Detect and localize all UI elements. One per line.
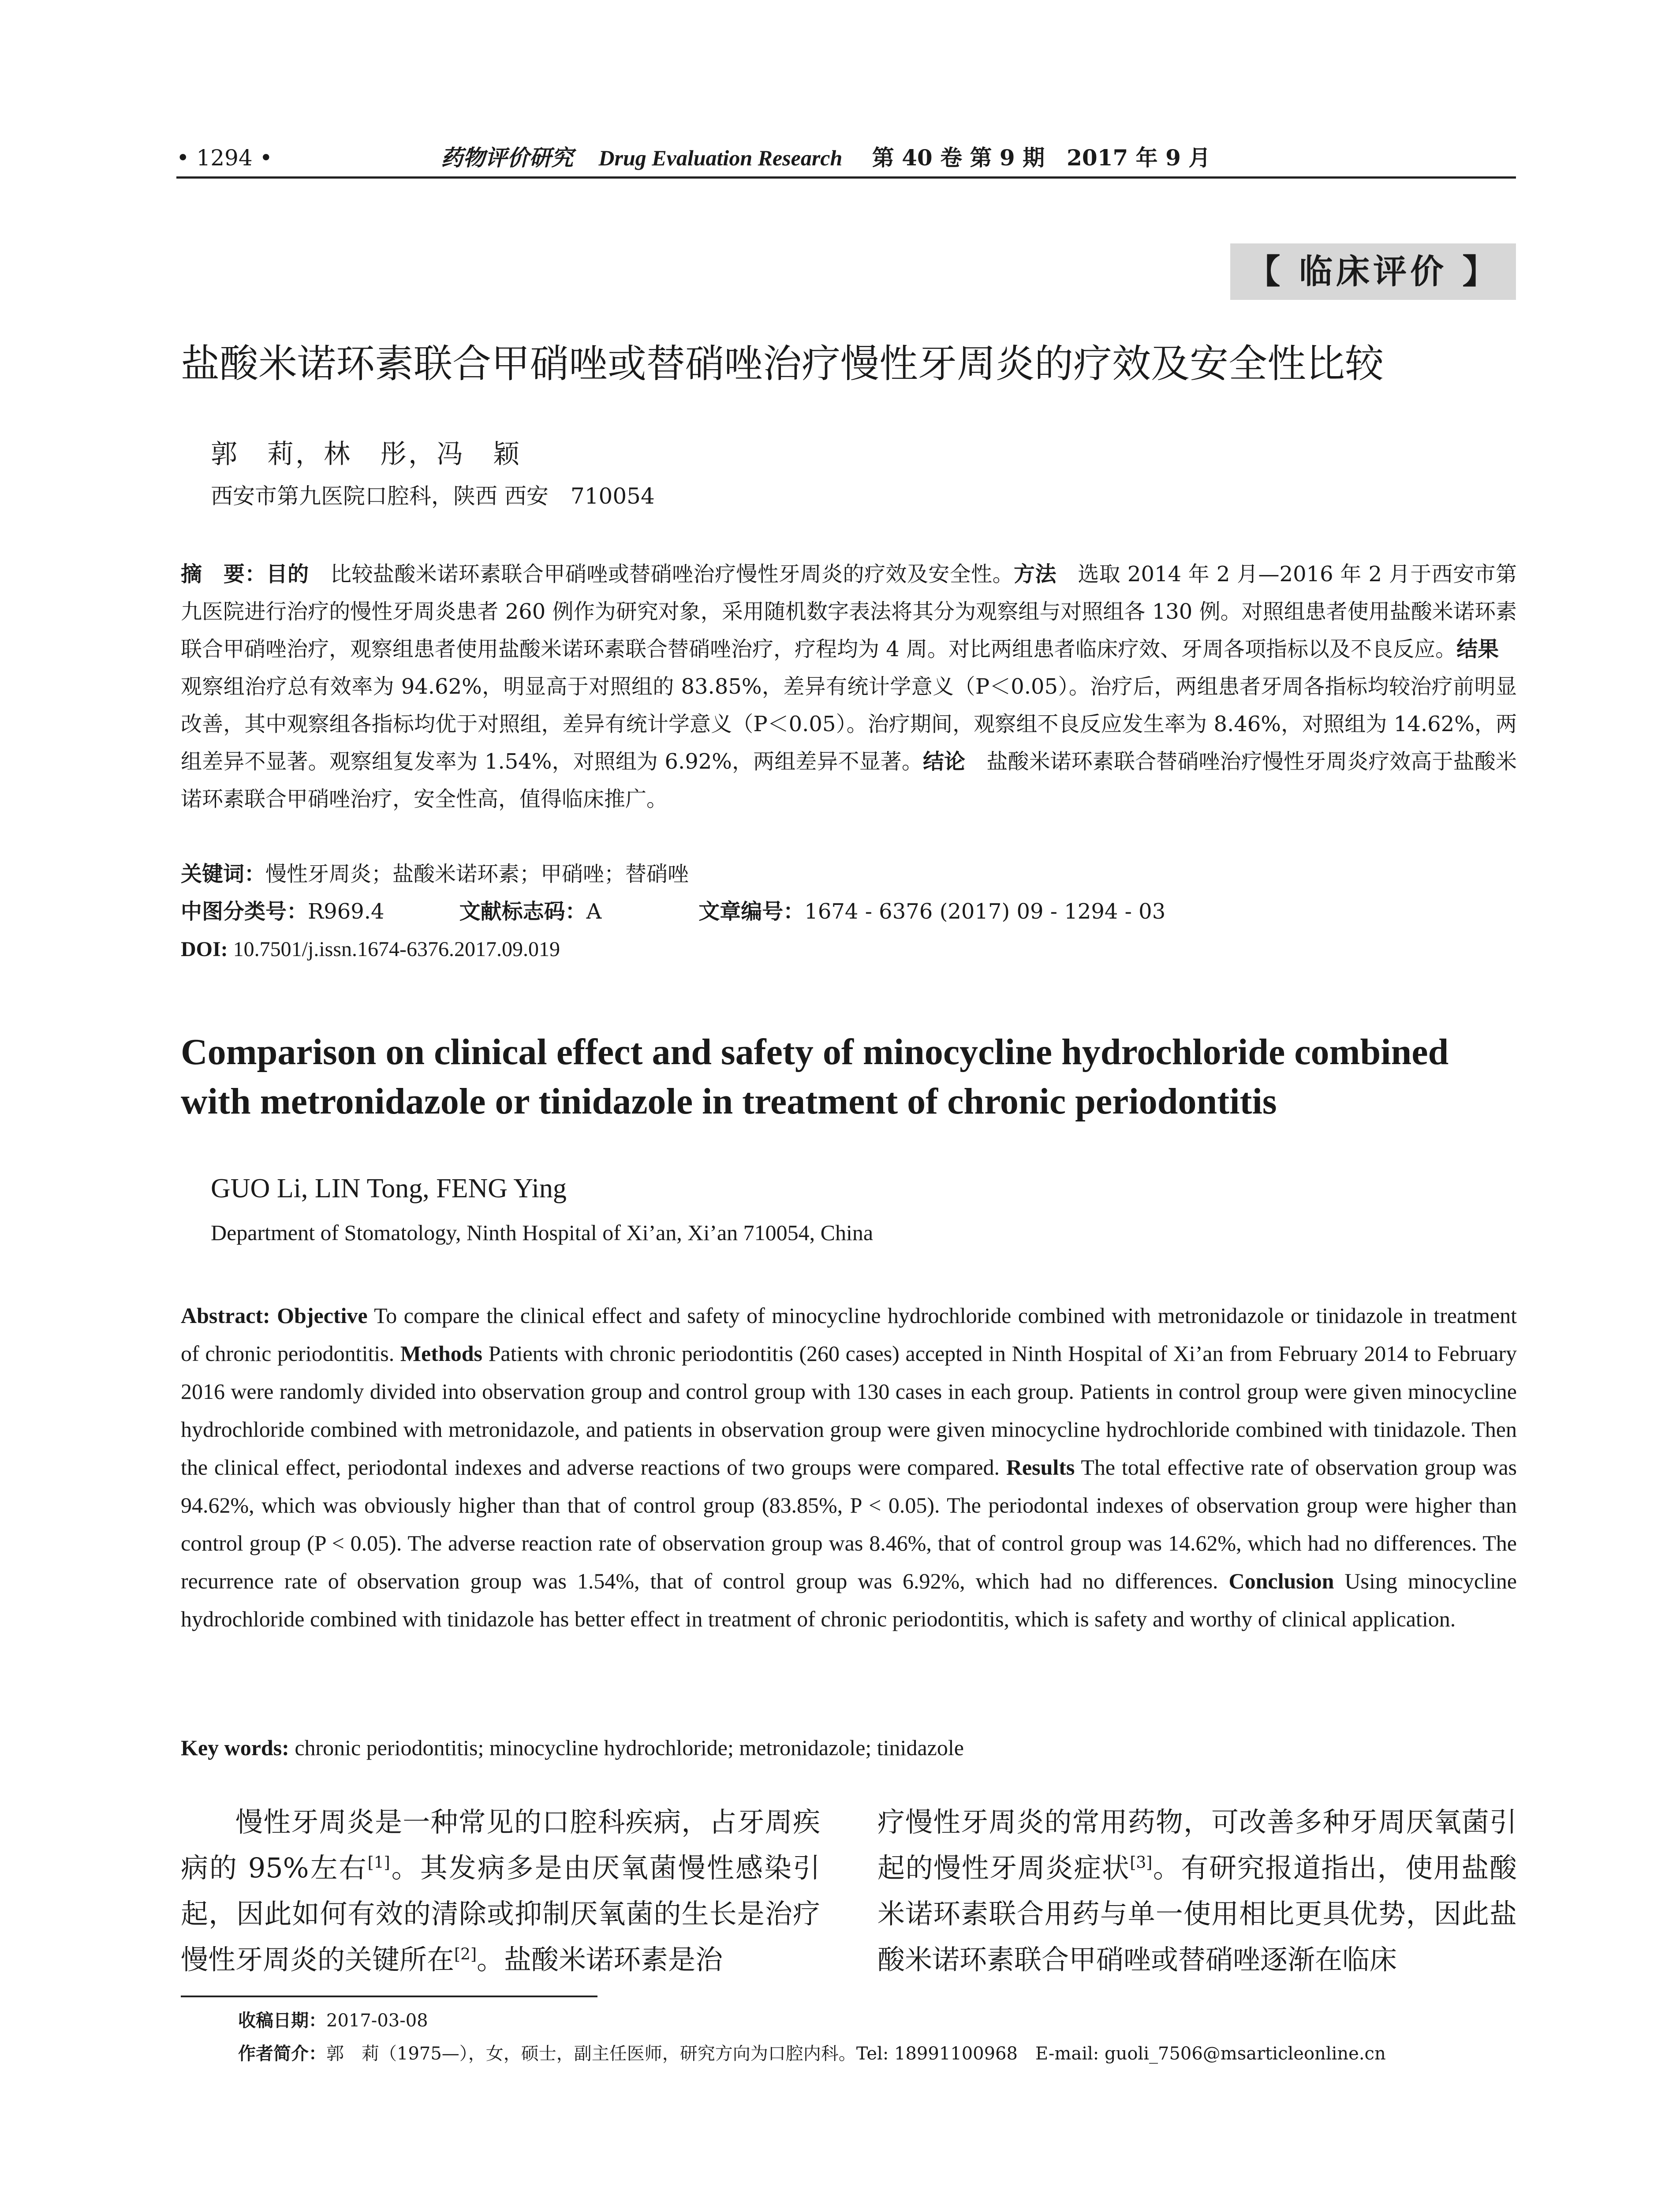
body-text: 慢性牙周炎是一种常见的口腔科疾病，占牙周疾病的 95%左右 [181,1806,820,1884]
cn-conclusion: 盐酸米诺环素联合替硝唑治疗慢性牙周炎疗效高于盐酸米诺环素联合甲硝唑治疗，安全性高，值得临床推广。 [181,749,1517,811]
author-bio-line [238,2040,1386,2068]
received-label: 收稿日期： [238,2011,326,2031]
author-bio-label: 作者简介： [238,2044,326,2064]
en-affiliation: Department of Stomatology, Ninth Hospital of Xi’an, Xi’an 710054, China [211,1220,874,1245]
citation-ref: [3] [1130,1854,1153,1872]
journal-header [441,140,1210,176]
section-label: 【 临床评价 】 [1230,243,1516,300]
header-divider [176,176,1516,179]
received-date-line [238,2007,428,2035]
body-column-right [877,1799,1517,1983]
en-results-label: Results [1006,1455,1075,1480]
page-number: • 1294 • [176,145,273,171]
cn-keywords: 慢性牙周炎；盐酸米诺环素；甲硝唑；替硝唑 [265,862,689,886]
en-title: Comparison on clinical effect and safety of minocycline hydrochloride combined with metronidazole or tinidazole in treatment of chronic periodontitis [181,1031,1449,1122]
cn-results: 观察组治疗总有效率为 94.62%，明显高于对照组的 83.85%，差异有统计学意义（P＜0.05）。治疗后，两组患者牙周各指标均较治疗前明显改善，其中观察组各指标均优于对照组，差异有统计学意义（P＜0.05）。治疗期间，观察组不良反应发生率为 8.46%，对照组为 14.62%，两组差异不显著。观察组复发率为 1.54%，对照组为 6.92%，两组差异不显著。 [181,637,1520,774]
cn-title: 盐酸米诺环素联合甲硝唑或替硝唑治疗慢性牙周炎的疗效及安全性比较 [181,341,1384,386]
en-results: The total effective rate of observation group was 94.62%, which was obviously higher than that of control group (83.85%, P < 0.05). The periodontal indexes of observation group were higher than control group (P < 0.05). The adverse reaction rate of observation group was 8.46%, that of control group was 14.62%, which had no differences. The recurrence rate of observation group was 1.54%, that of control group was 6.92%, which had no differences. [181,1455,1517,1593]
body-column-left [181,1799,820,1983]
cn-objective: 比较盐酸米诺环素联合甲硝唑或替硝唑治疗慢性牙周炎的疗效及安全性。 [309,562,1014,587]
en-abstract-label: Abstract: Objective [181,1303,368,1328]
clc-value: R969.4 [308,899,385,924]
article-no-value: 1674 - 6376 (2017) 09 - 1294 - 03 [804,899,1166,924]
body-text: 。有研究报道指出，使用盐酸米诺环素联合用药与单一使用相比更具优势，因此盐酸米诺环素联合甲硝唑或替硝唑逐渐在临床 [877,1852,1517,1976]
running-header [176,140,1516,176]
en-objective: To compare the clinical effect and safety of minocycline hydrochloride combined with metronidazole or tinidazole in treatment of chronic periodontitis. [181,1303,1517,1366]
cn-affiliation: 西安市第九医院口腔科，陕西 西安 710054 [211,483,655,509]
cn-objective-label: 目的 [266,562,309,587]
cn-methods-label: 方法 [1014,562,1057,587]
citation-ref: [2] [454,1945,477,1964]
journal-issue: 第 40 卷 第 9 期 2017 年 9 月 [872,145,1211,171]
en-keywords-label: Key words: [181,1735,289,1760]
en-authors: GUO Li, LIN Tong, FENG Ying [211,1174,567,1203]
journal-logo: 药物评价研究 [441,145,573,171]
cn-abstract [181,556,1520,818]
cn-abstract-label: 摘 要： [181,562,266,587]
doi-value: 10.7501/j.issn.1674-6376.2017.09.019 [228,938,560,961]
body-text: 疗慢性牙周炎的常用药物，可改善多种牙周厌氧菌引起的慢性牙周炎症状 [877,1806,1517,1884]
article-no-label: 文章编号： [698,899,805,924]
cn-keywords-label: 关键词： [181,862,266,886]
author-bio: 郭 莉（1975—），女，硕士，副主任医师，研究方向为口腔内科。Tel: 18991100968 E-mail: guoli_7506@msarticleonline.cn [326,2044,1386,2064]
citation-ref: [1] [367,1854,390,1872]
en-keywords: chronic periodontitis; minocycline hydrochloride; metronidazole; tinidazole [289,1735,964,1760]
en-methods: Patients with chronic periodontitis (260 cases) accepted in Ninth Hospital of Xi’an from February 2014 to February 2016 were randomly divided into observation group and control group with 130 cases in each group. Patients in control group were given minocycline hydrochloride combined with metronidazole, and patients in observation group were given minocycline hydrochloride combined with tinidazole. Then the clinical effect, periodontal indexes and adverse reactions of two groups were compared. [181,1341,1517,1480]
cn-conclusion-label: 结论 [923,749,966,774]
en-abstract [181,1297,1517,1638]
doc-code-value: A [586,899,602,924]
journal-name: Drug Evaluation Research [598,146,843,170]
en-keywords-line [181,1729,1517,1767]
clc-label: 中图分类号： [181,899,308,924]
doi-label: DOI: [181,938,228,961]
cn-results-label: 结果 [1456,637,1499,662]
cn-authors: 郭 莉，林 彤，冯 颖 [211,439,521,470]
doi-line [181,931,1517,968]
body-text: 。盐酸米诺环素是治 [477,1943,723,1976]
cn-classification-line [181,893,1517,931]
body-text: 。其发病多是由厌氧菌慢性感染引起，因此如何有效的清除或抑制厌氧菌的生长是治疗慢性牙周炎的关键所在 [181,1852,820,1976]
cn-keywords-line [181,856,1517,893]
en-conclusion: Using minocycline hydrochloride combined with tinidazole has better effect in treatment of chronic periodontitis, which is safety and worthy of clinical application. [181,1569,1517,1631]
footnote-divider [181,1996,597,1997]
doc-code-label: 文献标志码： [459,899,586,924]
en-conclusion-label: Conclusion [1228,1569,1334,1593]
received-date: 2017-03-08 [326,2011,428,2031]
en-methods-label: Methods [400,1341,483,1366]
cn-methods: 选取 2014 年 2 月—2016 年 2 月于西安市第九医院进行治疗的慢性牙周炎患者 260 例作为研究对象，采用随机数字表法将其分为观察组与对照组各 130 例。对照组患者使用盐酸米诺环素联合甲硝唑治疗，观察组患者使用盐酸米诺环素联合替硝唑治疗，疗程均为 4 周。对比两组患者临床疗效、牙周各项指标以及不良反应。 [181,562,1517,662]
